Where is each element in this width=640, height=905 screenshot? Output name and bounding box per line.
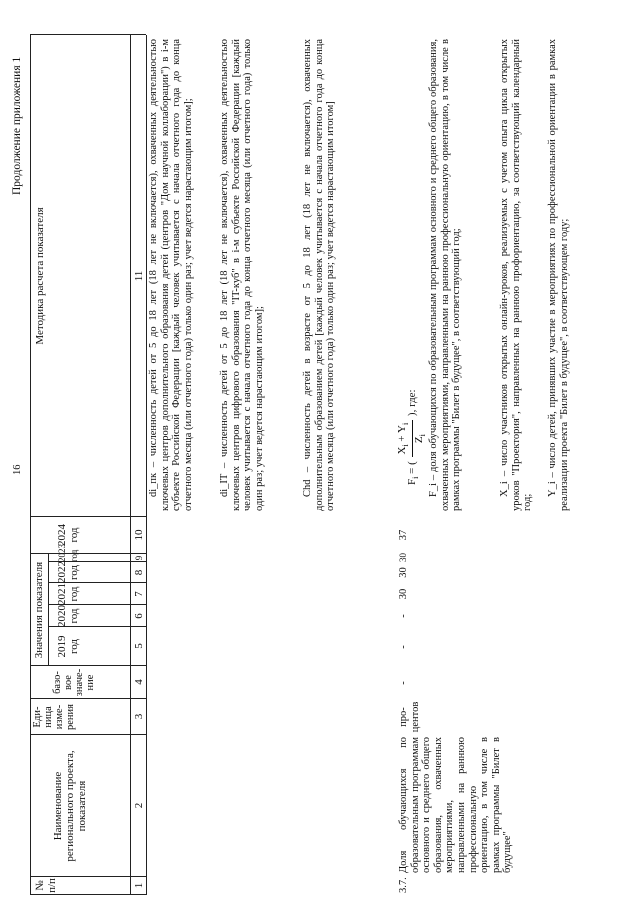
colnum-8: 8 (133, 569, 145, 576)
row-37-2019: - (398, 645, 409, 649)
row-37-unit: про- центов (398, 701, 421, 733)
colnum-bottom-border (146, 35, 147, 895)
row-37-2023: 30 (398, 553, 408, 562)
header-2021: 2021 год (56, 583, 80, 605)
row-37-2020: - (398, 614, 409, 618)
colnum-5: 5 (133, 643, 145, 649)
row-37-base: - (398, 681, 409, 685)
colnum-10: 10 (133, 529, 145, 541)
vline-3 (30, 698, 146, 699)
vline-2 (30, 734, 146, 735)
header-base: базо- вое значе- ние (52, 668, 96, 697)
colnum-9: 9 (134, 555, 144, 561)
colnum-6: 6 (133, 613, 145, 619)
vline-4 (30, 665, 146, 666)
header-2024: 2024 год (56, 524, 80, 546)
prev-method-p3: Chd – численность детей в возрасте от 5 до 18 лет (18 лет не включается), охваченных дополнительным образованием детей [каждый человек учитывается с начала отчетного года до конца отчетного месяца (или отчетного года) только один раз; учет ведется нарастающим итогом] (302, 39, 337, 511)
values-group-underline (48, 554, 49, 666)
header-2022: 2022 год (56, 561, 80, 583)
colnum-1: 1 (133, 882, 145, 889)
prev-method-p2: di_IT – численность детей от 5 до 18 лет (18 лет не включается), охваченных деятельностью ключевых центров цифрового образования "IT-куб" в i-м субъекте Российской Федерации [каждый человек учитывается с начала отчетного года до конца отчетного месяца (или отчетного года) только один раз; учет ведется нарастающим итогом]; (219, 39, 265, 511)
formula-lhs: $F_i$ (406, 476, 421, 485)
continuation-note: Продолжение приложения 1 (11, 56, 23, 195)
row-37-formula: $F_i$ = ( $X_i + Y_i$ $Z_i$ ), где: (396, 389, 428, 485)
row-37-def-f: F_i – доля обучающихся по образовательным программам основного и среднего общего образования, охваченных мероприятиями, направленными на раннюю профессиональную ориентацию, в том числе в рамках программы "Билет в будущее", в соответствующий год; (428, 39, 463, 511)
vline-left (30, 894, 146, 895)
vline-10 (30, 516, 146, 517)
header-2019: 2019 год (56, 635, 80, 658)
header-unit: Еди- ница изме- рения (32, 704, 76, 730)
page-number: 16 (12, 464, 23, 475)
row-37-def-y: Y_i – число детей, принявших участие в мероприятиях по профессиональной ориентации в рамках реализации проекта "Билет в будущее", в соответствующем году; (547, 39, 570, 511)
rotated-table-page (8, 15, 608, 895)
colnum-3: 3 (133, 713, 145, 720)
header-bottom-border (130, 35, 131, 895)
vline-right (30, 34, 146, 35)
colnum-11: 11 (133, 270, 145, 282)
header-2020: 2020 год (56, 605, 80, 627)
colnum-7: 7 (133, 591, 145, 597)
colnum-2: 2 (133, 802, 145, 809)
row-37-2022: 30 (398, 567, 409, 578)
header-values-group: Значения показателя (33, 561, 45, 659)
row-37-name: Доля обучающихся по образовательным программам основного и среднего общего образования, охваченных мероприятиями, направленными на раннюю профессиональную ориентацию, в том числе в рамках программы "Билет в будущее" (398, 737, 514, 873)
header-2023: 2023 год (57, 544, 79, 562)
row-37-number: 3.7. (398, 877, 409, 893)
formula-fraction: $X_i + Y_i$ $Z_i$ (396, 420, 429, 458)
row-37-2024: 37 (398, 529, 409, 541)
prev-method-p1: di_пк – численность детей от 5 до 18 лет (18 лет не включается), охваченных деятельностью ключевых центров дополнительного образования детей (центров "Дом научной коллаборации") в i-м субъекте Российской Федерации [каждый человек учитывается с начала отчетного года до конца отчетного месяца (или отчетного года) только один раз; учет ведется нарастающим итогом]; (148, 39, 194, 511)
header-no: № п/п (34, 878, 58, 893)
header-name: Наименование регионального проекта, показателя (52, 750, 88, 862)
colnum-4: 4 (133, 679, 145, 685)
header-method: Методика расчета показателя (34, 207, 46, 345)
table-top-border (30, 35, 31, 895)
row-37-def-x: X_i – число участников открытых онлайн-уроков, реализуемых с учетом опыта цикла открытых уроков "Проектория", направленных на раннюю профориентацию, за соответствующий календарный год; (499, 39, 534, 511)
vline-9 (30, 553, 146, 554)
row-37-2021: 30 (398, 588, 409, 600)
